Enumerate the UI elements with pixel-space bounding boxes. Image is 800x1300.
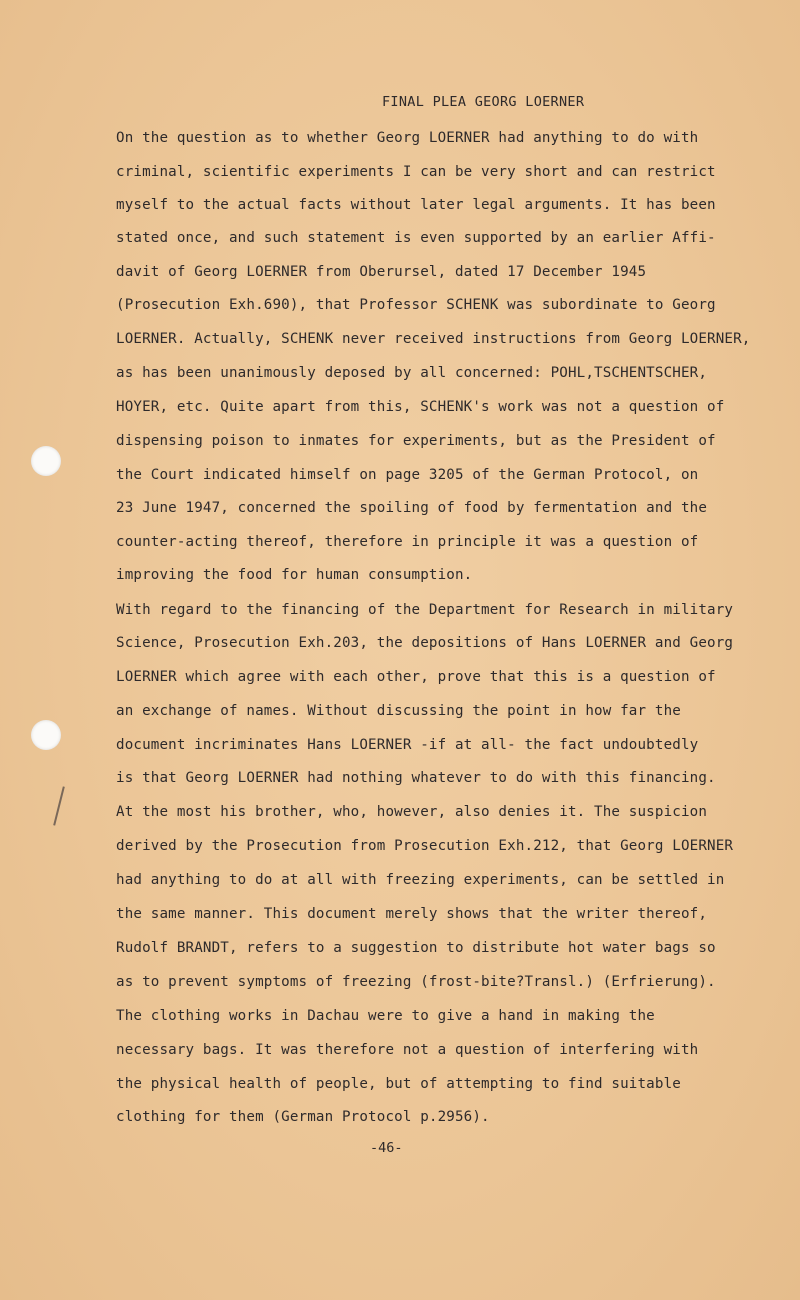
body-line: stated once, and such statement is even supported by an earlier Affi-	[116, 230, 716, 246]
body-line: At the most his brother, who, however, also denies it. The suspicion	[116, 804, 708, 820]
body-line: LOERNER. Actually, SCHENK never received instructions from Georg LOERNER,	[116, 331, 751, 347]
body-line: davit of Georg LOERNER from Oberursel, dated 17 December 1945	[116, 264, 647, 280]
body-line: The clothing works in Dachau were to give a hand in making the	[116, 1008, 655, 1024]
body-line: an exchange of names. Without discussing the point in how far the	[116, 703, 681, 719]
body-line: criminal, scientific experiments I can be very short and can restrict	[116, 164, 716, 180]
body-line: as has been unanimously deposed by all concerned: POHL,TSCHENTSCHER,	[116, 365, 708, 381]
body-line: is that Georg LOERNER had nothing whatever to do with this financing.	[116, 770, 716, 786]
body-line: the Court indicated himself on page 3205 of the German Protocol, on	[116, 467, 699, 483]
body-line: 23 June 1947, concerned the spoiling of food by fermentation and the	[116, 500, 708, 516]
body-line: the same manner. This document merely shows that the writer thereof,	[116, 906, 708, 922]
body-line: (Prosecution Exh.690), that Professor SCHENK was subordinate to Georg	[116, 297, 716, 313]
body-line: LOERNER which agree with each other, prove that this is a question of	[116, 669, 716, 685]
body-line: With regard to the financing of the Department for Research in military	[116, 602, 734, 618]
body-line: had anything to do at all with freezing experiments, can be settled in	[116, 872, 725, 888]
document-title: FINAL PLEA GEORG LOERNER	[382, 94, 585, 110]
body-line: improving the food for human consumption.	[116, 567, 473, 583]
body-line: clothing for them (German Protocol p.2956).	[116, 1109, 490, 1125]
body-line: the physical health of people, but of attempting to find suitable	[116, 1076, 681, 1092]
page-number: -46-	[370, 1140, 403, 1156]
body-line: myself to the actual facts without later legal arguments. It has been	[116, 197, 716, 213]
body-line: HOYER, etc. Quite apart from this, SCHENK's work was not a question of	[116, 399, 725, 415]
body-line: document incriminates Hans LOERNER -if at all- the fact undoubtedly	[116, 737, 699, 753]
body-line: Rudolf BRANDT, refers to a suggestion to distribute hot water bags so	[116, 940, 716, 956]
body-line: derived by the Prosecution from Prosecution Exh.212, that Georg LOERNER	[116, 838, 734, 854]
body-line: dispensing poison to inmates for experiments, but as the President of	[116, 433, 716, 449]
punch-hole-icon	[31, 446, 61, 476]
body-line: as to prevent symptoms of freezing (frost-bite?Transl.) (Erfrierung).	[116, 974, 716, 990]
body-line: necessary bags. It was therefore not a question of interfering with	[116, 1042, 699, 1058]
punch-hole-icon	[31, 720, 61, 750]
body-line: On the question as to whether Georg LOERNER had anything to do with	[116, 130, 699, 146]
body-line: counter-acting thereof, therefore in principle it was a question of	[116, 534, 699, 550]
body-line: Science, Prosecution Exh.203, the depositions of Hans LOERNER and Georg	[116, 635, 734, 651]
pencil-mark-icon	[53, 786, 65, 825]
